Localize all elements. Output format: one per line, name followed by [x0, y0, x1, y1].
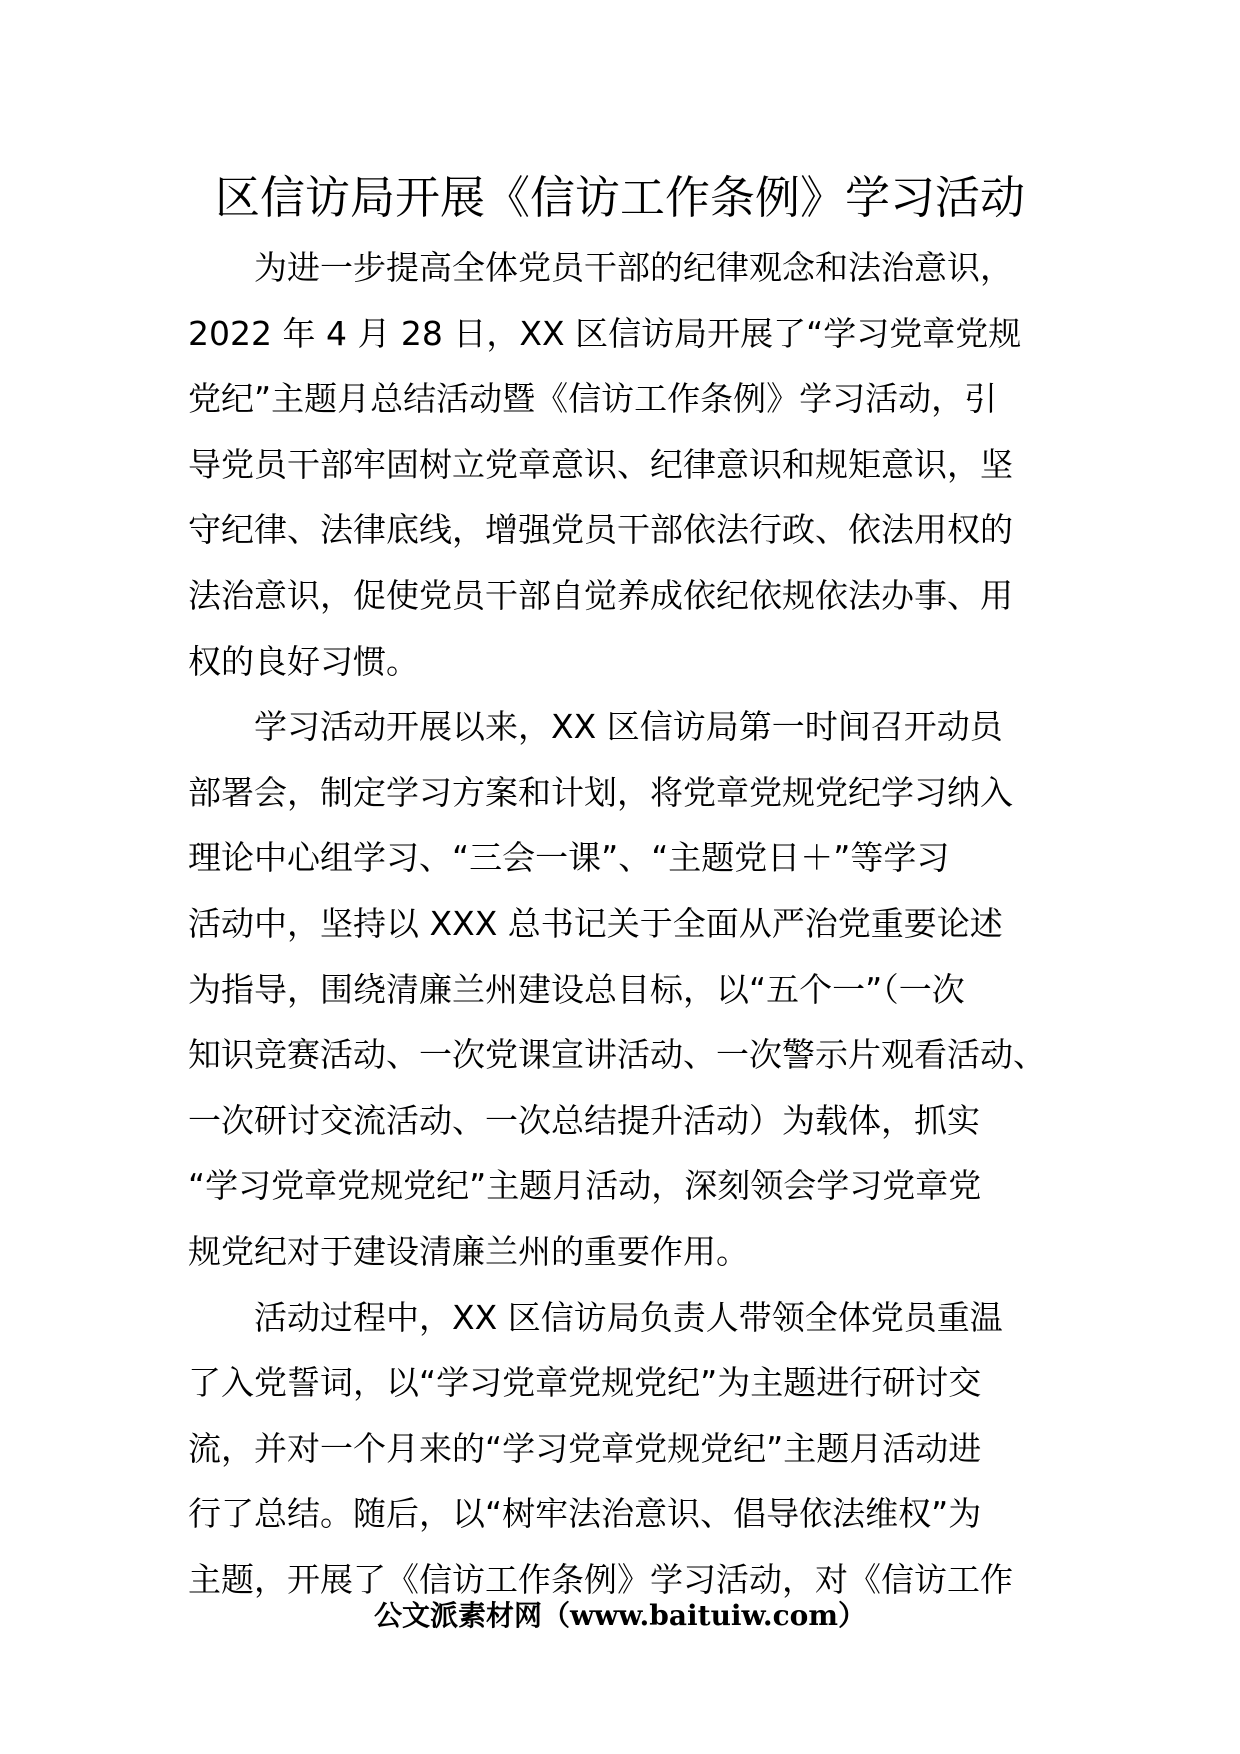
paragraph-1-line-6: 法治意识，促使党员干部自觉养成依纪依规依法办事、用: [188, 575, 1013, 615]
source-footer: 公文派素材网（www.baituiw.com）: [374, 1599, 866, 1632]
paragraph-3-line-4: 行了总结。随后，以“树牢法治意识、倡导依法维权”为: [188, 1494, 982, 1534]
paragraph-2-line-1: 学习活动开展以来，XX 区信访局第一时间召开动员: [254, 707, 1003, 747]
paragraph-2-line-7: 一次研讨交流活动、一次总结提升活动）为载体，抓实: [188, 1100, 980, 1140]
paragraph-2-line-9: 规党纪对于建设清廉兰州的重要作用。: [188, 1231, 749, 1271]
paragraph-1-line-3: 党纪”主题月总结活动暨《信访工作条例》学习活动，引: [188, 379, 998, 419]
paragraph-3-line-1: 活动过程中，XX 区信访局负责人带领全体党员重温: [254, 1297, 1003, 1337]
paragraph-3-line-2: 了入党誓词，以“学习党章党规党纪”为主题进行研讨交: [188, 1363, 982, 1403]
paragraph-2-line-2: 部署会，制定学习方案和计划，将党章党规党纪学习纳入: [188, 772, 1013, 812]
paragraph-3-line-5: 主题，开展了《信访工作条例》学习活动，对《信访工作: [188, 1559, 1013, 1599]
paragraph-1-line-2: 2022 年 4 月 28 日，XX 区信访局开展了“学习党章党规: [188, 313, 1022, 353]
paragraph-1-line-5: 守纪律、法律底线，增强党员干部依法行政、依法用权的: [188, 510, 1013, 550]
paragraph-1-line-4: 导党员干部牢固树立党章意识、纪律意识和规矩意识，坚: [188, 444, 1013, 484]
paragraph-2-line-3: 理论中心组学习、“三会一课”、“主题党日＋”等学习: [188, 838, 950, 878]
paragraph-2-line-8: “学习党章党规党纪”主题月活动，深刻领会学习党章党: [188, 1166, 982, 1206]
paragraph-1-line-7: 权的良好习惯。: [188, 641, 419, 681]
document-body: [188, 235, 1088, 1612]
paragraph-2-line-6: 知识竞赛活动、一次党课宣讲活动、一次警示片观看活动、: [188, 1035, 1046, 1075]
paragraph-2-line-4: 活动中，坚持以 XXX 总书记关于全面从严治党重要论述: [188, 903, 1003, 943]
document-title: 区信访局开展《信访工作条例》学习活动: [214, 171, 1025, 224]
paragraph-1-line-1: 为进一步提高全体党员干部的纪律观念和法治意识，: [254, 248, 1013, 287]
paragraph-3-line-3: 流，并对一个月来的“学习党章党规党纪”主题月活动进: [188, 1428, 982, 1468]
paragraph-2-line-5: 为指导，围绕清廉兰州建设总目标，以“五个一”（一次: [188, 969, 965, 1009]
